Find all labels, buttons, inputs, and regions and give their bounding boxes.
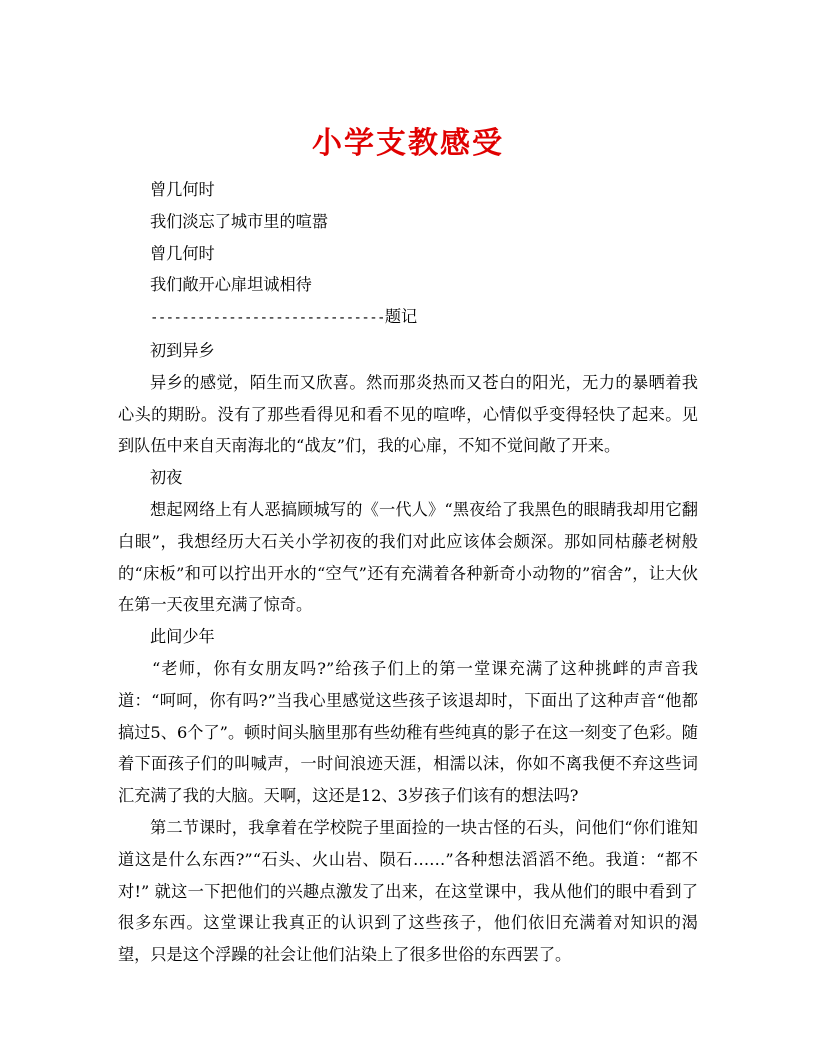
epigraph-tag: 题记 [384,307,418,327]
poem-line-2: 我们淡忘了城市里的喧嚣 [150,211,329,231]
section-heading-youth: 此间少年 [150,627,215,647]
paragraph-youth-2: 第二节课时，我拿着在学校院子里面捡的一块古怪的石头，问他们“你们谁知道这是什么东西?”“石头、火山岩、陨石……”各种想法滔滔不绝。我道：“都不对!” 就这一下把他们的兴趣点激发了出来，在这堂课中，我从他们的眼中看到了很多东西。这堂课让我真正的认识到了这些孩子，他们依旧充满着对知识的渴望，只是这个浮躁的社会让他们沾染上了很多世俗的东西罢了。 [118,817,698,965]
poem-line-1: 曾几何时 [150,180,215,199]
divider-dashes: ------------------------------ [150,310,385,327]
epigraph-divider [118,301,698,335]
section-heading-arrival: 初到异乡 [150,340,215,360]
document-title: 小学支教感受 [312,126,504,162]
paragraph-youth-1: “老师，你有女朋友吗?”给孩子们上的第一堂课充满了这种挑衅的声音我道：“呵呵，你有吗?”当我心里感觉这些孩子该退却时，下面出了这种声音“他都搞过5、6个了”。顿时间头脑里那有些幼稚有些纯真的影子在这一刻变了色彩。随着下面孩子们的叫喊声，一时间浪迹天涯，相濡以沫，你如不离我便不弃这些词汇充满了我的大脑。天啊，这还是12、3岁孩子们该有的想法吗? [118,658,698,806]
poem-line-3: 曾几何时 [150,243,215,263]
poem-line-4: 我们敞开心扉坦诚相待 [150,275,312,295]
document-body [118,174,698,971]
paragraph-first-night: 想起网络上有人恶搞顾城写的《一代人》“黑夜给了我黑色的眼睛我却用它翻白眼”，我想经历大石关小学初夜的我们对此应该体会颇深。那如同枯藤老树般的“床板”和可以拧出开水的“空气”还有充满着各种新奇小动物的”宿舍”，让大伙在第一天夜里充满了惊奇。 [118,499,698,615]
paragraph-arrival: 异乡的感觉，陌生而又欣喜。然而那炎热而又苍白的阳光，无力的暴晒着我心头的期盼。没有了那些看得见和看不见的喧哗，心情似乎变得轻快了起来。见到队伍中来自天南海北的“战友”们，我的心扉，不知不觉间敞了开来。 [118,372,698,456]
section-heading-first-night: 初夜 [150,468,183,488]
